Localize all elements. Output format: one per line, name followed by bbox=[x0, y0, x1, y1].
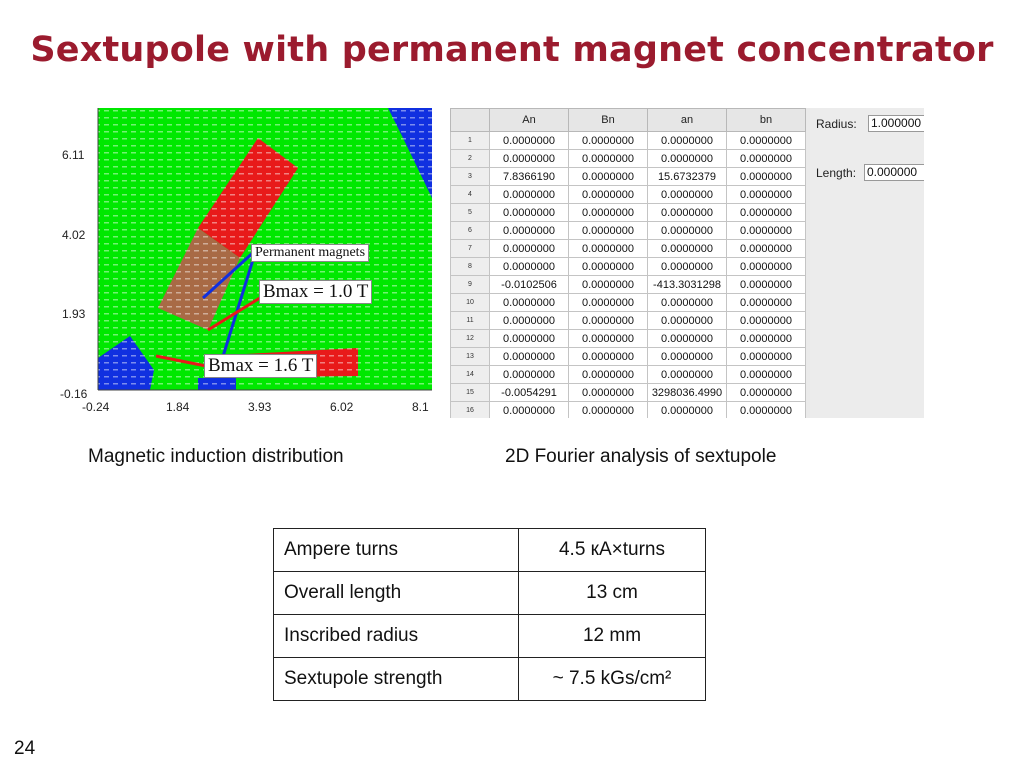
specs-table bbox=[273, 528, 706, 701]
cell-an-upper[interactable]: 0.0000000 bbox=[490, 204, 569, 222]
cell-bn-lower[interactable]: 0.0000000 bbox=[727, 150, 806, 168]
column-header-an-upper[interactable]: An bbox=[490, 109, 569, 132]
cell-an-lower[interactable]: 0.0000000 bbox=[648, 258, 727, 276]
cell-an-lower[interactable]: 0.0000000 bbox=[648, 240, 727, 258]
cell-bn-lower[interactable]: 0.0000000 bbox=[727, 222, 806, 240]
table-row bbox=[451, 402, 806, 419]
slide-title: Sextupole with permanent magnet concentrator bbox=[30, 30, 994, 70]
y-tick-label: 6.11 bbox=[62, 148, 85, 162]
row-index-cell: 4 bbox=[451, 186, 490, 204]
table-row bbox=[451, 258, 806, 276]
row-index-cell: 10 bbox=[451, 294, 490, 312]
cell-bn-lower[interactable]: 0.0000000 bbox=[727, 204, 806, 222]
row-index-cell: 16 bbox=[451, 402, 490, 419]
row-index-cell: 14 bbox=[451, 366, 490, 384]
x-tick-label: 6.02 bbox=[330, 400, 354, 414]
field-plot-caption: Magnetic induction distribution bbox=[88, 446, 344, 467]
cell-an-lower[interactable]: 0.0000000 bbox=[648, 186, 727, 204]
cell-an-lower[interactable]: 0.0000000 bbox=[648, 204, 727, 222]
cell-bn-upper[interactable]: 0.0000000 bbox=[569, 330, 648, 348]
cell-an-upper[interactable]: 0.0000000 bbox=[490, 186, 569, 204]
cell-an-lower[interactable]: 0.0000000 bbox=[648, 150, 727, 168]
cell-an-upper[interactable]: 0.0000000 bbox=[490, 402, 569, 419]
cell-bn-lower[interactable]: 0.0000000 bbox=[727, 168, 806, 186]
table-row bbox=[451, 222, 806, 240]
cell-an-lower[interactable]: 0.0000000 bbox=[648, 366, 727, 384]
cell-bn-lower[interactable]: 0.0000000 bbox=[727, 132, 806, 150]
radius-label: Radius: bbox=[816, 117, 857, 131]
cell-bn-upper[interactable]: 0.0000000 bbox=[569, 276, 648, 294]
magnetic-field-plot bbox=[58, 108, 434, 416]
cell-an-lower[interactable]: 0.0000000 bbox=[648, 312, 727, 330]
length-input[interactable]: 0.000000 bbox=[864, 164, 924, 181]
cell-bn-upper[interactable]: 0.0000000 bbox=[569, 186, 648, 204]
cell-bn-upper[interactable]: 0.0000000 bbox=[569, 222, 648, 240]
cell-bn-upper[interactable]: 0.0000000 bbox=[569, 240, 648, 258]
table-row bbox=[451, 348, 806, 366]
cell-an-upper[interactable]: -0.0102506 bbox=[490, 276, 569, 294]
cell-bn-upper[interactable]: 0.0000000 bbox=[569, 258, 648, 276]
table-row bbox=[451, 312, 806, 330]
cell-bn-upper[interactable]: 0.0000000 bbox=[569, 132, 648, 150]
cell-an-lower[interactable]: 3298036.4990 bbox=[648, 384, 727, 402]
spec-value: 4.5 кА×turns bbox=[519, 529, 706, 572]
bmax-2-label: Bmax = 1.6 T bbox=[204, 354, 317, 378]
length-label: Length: bbox=[816, 166, 857, 180]
table-header-row bbox=[451, 109, 806, 132]
cell-bn-lower[interactable]: 0.0000000 bbox=[727, 384, 806, 402]
cell-bn-upper[interactable]: 0.0000000 bbox=[569, 348, 648, 366]
y-tick-label: 1.93 bbox=[62, 307, 86, 321]
row-index-cell: 8 bbox=[451, 258, 490, 276]
table-row bbox=[451, 330, 806, 348]
row-index-cell: 7 bbox=[451, 240, 490, 258]
fourier-caption: 2D Fourier analysis of sextupole bbox=[505, 446, 777, 467]
row-index-cell: 2 bbox=[451, 150, 490, 168]
radius-input[interactable]: 1.000000 bbox=[868, 115, 924, 132]
table-row bbox=[451, 150, 806, 168]
cell-an-lower[interactable]: 0.0000000 bbox=[648, 348, 727, 366]
fourier-table bbox=[450, 108, 806, 418]
row-index-cell: 12 bbox=[451, 330, 490, 348]
spec-key: Sextupole strength bbox=[274, 658, 519, 701]
page-number: 24 bbox=[14, 738, 36, 759]
cell-an-upper[interactable]: 0.0000000 bbox=[490, 132, 569, 150]
cell-an-upper[interactable]: 0.0000000 bbox=[490, 240, 569, 258]
x-tick-label: 3.93 bbox=[248, 400, 272, 414]
row-index-cell: 15 bbox=[451, 384, 490, 402]
row-index-header bbox=[451, 109, 490, 132]
cell-an-upper[interactable]: 7.8366190 bbox=[490, 168, 569, 186]
y-tick-label: 4.02 bbox=[62, 228, 86, 242]
column-header-an-lower[interactable]: an bbox=[648, 109, 727, 132]
spec-row bbox=[274, 658, 706, 701]
cell-an-lower[interactable]: 0.0000000 bbox=[648, 330, 727, 348]
cell-bn-lower[interactable]: 0.0000000 bbox=[727, 330, 806, 348]
cell-an-lower[interactable]: -413.3031298 bbox=[648, 276, 727, 294]
table-row bbox=[451, 168, 806, 186]
x-tick-label: 1.84 bbox=[166, 400, 190, 414]
column-header-bn-lower[interactable]: bn bbox=[727, 109, 806, 132]
cell-bn-upper[interactable]: 0.0000000 bbox=[569, 312, 648, 330]
cell-an-lower[interactable]: 0.0000000 bbox=[648, 402, 727, 419]
row-index-cell: 6 bbox=[451, 222, 490, 240]
cell-an-upper[interactable]: 0.0000000 bbox=[490, 348, 569, 366]
bmax-1-label: Bmax = 1.0 T bbox=[259, 280, 372, 304]
cell-an-upper[interactable]: 0.0000000 bbox=[490, 150, 569, 168]
cell-bn-lower[interactable]: 0.0000000 bbox=[727, 402, 806, 419]
cell-an-lower[interactable]: 0.0000000 bbox=[648, 222, 727, 240]
cell-bn-upper[interactable]: 0.0000000 bbox=[569, 204, 648, 222]
cell-bn-upper[interactable]: 0.0000000 bbox=[569, 150, 648, 168]
spec-key: Ampere turns bbox=[274, 529, 519, 572]
spec-key: Inscribed radius bbox=[274, 615, 519, 658]
parameter-panel bbox=[810, 108, 924, 418]
cell-an-upper[interactable]: -0.0054291 bbox=[490, 384, 569, 402]
y-tick-label: -0.16 bbox=[60, 387, 88, 401]
cell-bn-lower[interactable]: 0.0000000 bbox=[727, 258, 806, 276]
cell-an-upper[interactable]: 0.0000000 bbox=[490, 330, 569, 348]
table-row bbox=[451, 276, 806, 294]
table-row bbox=[451, 384, 806, 402]
cell-an-upper[interactable]: 0.0000000 bbox=[490, 294, 569, 312]
x-tick-label: 8.1 bbox=[412, 400, 429, 414]
cell-an-lower[interactable]: 0.0000000 bbox=[648, 132, 727, 150]
table-row bbox=[451, 204, 806, 222]
x-tick-label: -0.24 bbox=[82, 400, 110, 414]
cell-bn-lower[interactable]: 0.0000000 bbox=[727, 366, 806, 384]
column-header-bn-upper[interactable]: Bn bbox=[569, 109, 648, 132]
table-row bbox=[451, 294, 806, 312]
spec-value: 13 cm bbox=[519, 572, 706, 615]
cell-bn-lower[interactable]: 0.0000000 bbox=[727, 276, 806, 294]
cell-bn-upper[interactable]: 0.0000000 bbox=[569, 168, 648, 186]
cell-bn-lower[interactable]: 0.0000000 bbox=[727, 294, 806, 312]
row-index-cell: 5 bbox=[451, 204, 490, 222]
cell-bn-upper[interactable]: 0.0000000 bbox=[569, 294, 648, 312]
spec-value: 12 mm bbox=[519, 615, 706, 658]
cell-bn-upper[interactable]: 0.0000000 bbox=[569, 384, 648, 402]
cell-an-lower[interactable]: 15.6732379 bbox=[648, 168, 727, 186]
cell-an-upper[interactable]: 0.0000000 bbox=[490, 366, 569, 384]
spec-key: Overall length bbox=[274, 572, 519, 615]
fourier-panel bbox=[450, 108, 924, 418]
row-index-cell: 11 bbox=[451, 312, 490, 330]
cell-an-lower[interactable]: 0.0000000 bbox=[648, 294, 727, 312]
table-row bbox=[451, 132, 806, 150]
cell-an-upper[interactable]: 0.0000000 bbox=[490, 312, 569, 330]
table-row bbox=[451, 366, 806, 384]
table-row bbox=[451, 240, 806, 258]
cell-bn-lower[interactable]: 0.0000000 bbox=[727, 186, 806, 204]
row-index-cell: 9 bbox=[451, 276, 490, 294]
row-index-cell: 1 bbox=[451, 132, 490, 150]
spec-value: ~ 7.5 kGs/cm² bbox=[519, 658, 706, 701]
cell-bn-lower[interactable]: 0.0000000 bbox=[727, 312, 806, 330]
row-index-cell: 13 bbox=[451, 348, 490, 366]
cell-an-upper[interactable]: 0.0000000 bbox=[490, 222, 569, 240]
permanent-magnets-label: Permanent magnets bbox=[251, 244, 369, 262]
cell-bn-lower[interactable]: 0.0000000 bbox=[727, 240, 806, 258]
row-index-cell: 3 bbox=[451, 168, 490, 186]
spec-row bbox=[274, 529, 706, 572]
cell-an-upper[interactable]: 0.0000000 bbox=[490, 258, 569, 276]
spec-row bbox=[274, 572, 706, 615]
spec-row bbox=[274, 615, 706, 658]
cell-bn-lower[interactable]: 0.0000000 bbox=[727, 348, 806, 366]
cell-bn-upper[interactable]: 0.0000000 bbox=[569, 366, 648, 384]
table-row bbox=[451, 186, 806, 204]
cell-bn-upper[interactable]: 0.0000000 bbox=[569, 402, 648, 419]
